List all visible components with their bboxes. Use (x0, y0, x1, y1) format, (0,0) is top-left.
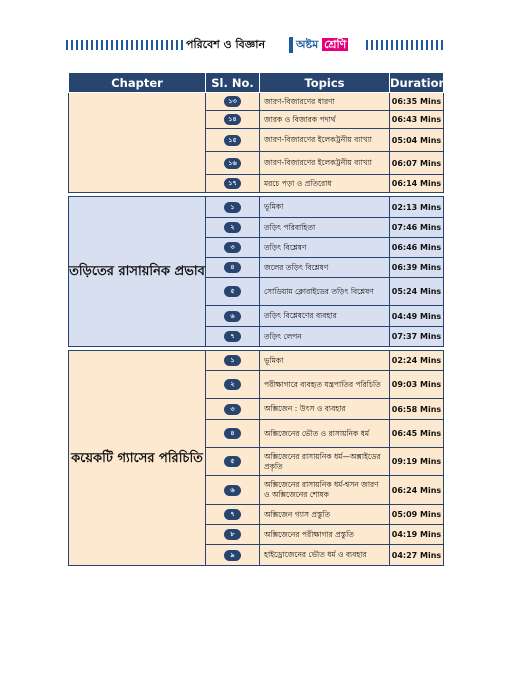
duration-cell: 07:46 Mins (390, 218, 444, 238)
topic-cell: তড়িৎ বিশ্লেষণ (260, 238, 390, 258)
sl-no-badge: ১ (224, 202, 241, 213)
topic-cell: জারণ-বিজারণের ধারণা (260, 93, 390, 111)
sl-no-cell (206, 197, 260, 218)
sl-no-badge: ১৬ (224, 158, 241, 169)
page-header (66, 36, 446, 54)
duration-cell: 04:19 Mins (390, 525, 444, 545)
sl-no-cell (206, 545, 260, 566)
sl-no-badge: ৪ (224, 428, 241, 439)
sl-no-cell (206, 218, 260, 238)
table-row (69, 351, 444, 371)
topic-cell: জলের তড়িৎ বিশ্লেষণ (260, 258, 390, 278)
table-row (69, 93, 444, 111)
sl-no-badge: ৫ (224, 286, 241, 297)
sl-no-badge: ৪ (224, 262, 241, 273)
sl-no-cell (206, 327, 260, 347)
sl-no-cell (206, 278, 260, 306)
sl-no-cell (206, 476, 260, 505)
duration-cell: 04:49 Mins (390, 306, 444, 327)
sl-no-cell (206, 306, 260, 327)
decorative-stripes-right (366, 40, 446, 50)
duration-cell: 06:14 Mins (390, 175, 444, 193)
topic-cell: জারণ-বিজারণের ইলেকট্রনীয় ব্যাখ্যা (260, 152, 390, 175)
topic-cell: মরচে পড়া ও প্রতিরোধ (260, 175, 390, 193)
table-body (69, 93, 444, 566)
topic-cell: জারণ-বিজারণের ইলেকট্রনীয় ব্যাখ্যা (260, 129, 390, 152)
sl-no-badge: ৯ (224, 550, 241, 561)
sl-no-cell (206, 505, 260, 525)
topic-cell: তড়িৎ বিশ্লেষণের ব্যবহার (260, 306, 390, 327)
header-class (296, 36, 348, 54)
duration-cell: 07:37 Mins (390, 327, 444, 347)
column-header-topics: Topics (260, 73, 390, 93)
sl-no-badge: ৮ (224, 529, 241, 540)
column-header-chapter: Chapter (69, 73, 206, 93)
column-header-duration: Duration (390, 73, 444, 93)
sl-no-badge: ৬ (224, 485, 241, 496)
duration-cell: 02:13 Mins (390, 197, 444, 218)
duration-cell: 06:35 Mins (390, 93, 444, 111)
table-row (69, 197, 444, 218)
topic-cell: পরীক্ষাগারে ব্যবহৃত যন্ত্রপাতির পরিচিতি (260, 371, 390, 399)
sl-no-badge: ১৩ (224, 96, 241, 107)
topic-cell: অক্সিজেনের রাসায়নিক ধর্ম-শ্বসন জারণ ও অক্সিজেনের শোষক (260, 476, 390, 505)
duration-cell: 05:09 Mins (390, 505, 444, 525)
chapter-cell (69, 93, 206, 193)
duration-cell: 06:43 Mins (390, 111, 444, 129)
topic-cell: জারক ও বিজারক পদার্থ (260, 111, 390, 129)
column-header-sl-no: Sl. No. (206, 73, 260, 93)
duration-cell: 06:45 Mins (390, 420, 444, 448)
decorative-stripes-left (66, 40, 184, 50)
sl-no-badge: ৭ (224, 509, 241, 520)
sl-no-cell (206, 238, 260, 258)
topic-cell: ভূমিকা (260, 351, 390, 371)
sl-no-cell (206, 175, 260, 193)
sl-no-badge: ১৭ (224, 178, 241, 189)
sl-no-badge: ৫ (224, 456, 241, 467)
sl-no-cell (206, 258, 260, 278)
sl-no-badge: ৭ (224, 331, 241, 342)
sl-no-badge: ২ (224, 379, 241, 390)
sl-no-badge: ৩ (224, 242, 241, 253)
topic-cell: তড়িৎ পরিবাহিতা (260, 218, 390, 238)
sl-no-cell (206, 111, 260, 129)
sl-no-badge: ৩ (224, 404, 241, 415)
sl-no-cell (206, 371, 260, 399)
topic-cell: অক্সিজেনের রাসায়নিক ধর্ম—অক্সাইডের প্রকৃতি (260, 448, 390, 476)
chapter-cell: কয়েকটি গ্যাসের পরিচিতি (69, 351, 206, 566)
sl-no-badge: ৬ (224, 311, 241, 322)
topic-cell: অক্সিজেনের ভৌত ও রাসায়নিক ধর্ম (260, 420, 390, 448)
topic-cell: সোডিয়াম ক্লোরাইডের তড়িৎ বিশ্লেষণ (260, 278, 390, 306)
sl-no-cell (206, 399, 260, 420)
duration-cell: 05:04 Mins (390, 129, 444, 152)
sl-no-cell (206, 152, 260, 175)
duration-cell: 05:24 Mins (390, 278, 444, 306)
topic-cell: ভূমিকা (260, 197, 390, 218)
chapter-cell: তড়িতের রাসায়নিক প্রভাব (69, 197, 206, 347)
duration-cell: 09:03 Mins (390, 371, 444, 399)
sl-no-cell (206, 351, 260, 371)
sl-no-cell (206, 525, 260, 545)
topic-cell: তড়িৎ লেপন (260, 327, 390, 347)
sl-no-badge: ১৫ (224, 135, 241, 146)
topic-cell: অক্সিজেন : উৎস ও ব্যবহার (260, 399, 390, 420)
sl-no-cell (206, 420, 260, 448)
header-subject: পরিবেশ ও বিজ্ঞান (186, 38, 266, 51)
duration-cell: 02:24 Mins (390, 351, 444, 371)
duration-cell: 06:46 Mins (390, 238, 444, 258)
sl-no-badge: ১৪ (224, 114, 241, 125)
duration-cell: 06:39 Mins (390, 258, 444, 278)
topic-cell: হাইড্রোজেনের ভৌত ধর্ম ও ব্যবহার (260, 545, 390, 566)
sl-no-cell (206, 93, 260, 111)
sl-no-cell (206, 448, 260, 476)
topic-cell: অক্সিজেনের পরীক্ষাগার প্রস্তুতি (260, 525, 390, 545)
header-separator (289, 37, 293, 53)
table-header-row (69, 73, 444, 93)
duration-cell: 06:07 Mins (390, 152, 444, 175)
duration-cell: 04:27 Mins (390, 545, 444, 566)
sl-no-badge: ২ (224, 222, 241, 233)
duration-cell: 06:58 Mins (390, 399, 444, 420)
duration-cell: 06:24 Mins (390, 476, 444, 505)
duration-cell: 09:19 Mins (390, 448, 444, 476)
sl-no-badge: ১ (224, 355, 241, 366)
header-class-highlight: শ্রেণি (324, 38, 347, 51)
sl-no-cell (206, 129, 260, 152)
course-table (68, 72, 447, 566)
header-class-prefix: অষ্টম (296, 38, 319, 51)
topic-cell: অক্সিজেন গ্যাস প্রস্তুতি (260, 505, 390, 525)
